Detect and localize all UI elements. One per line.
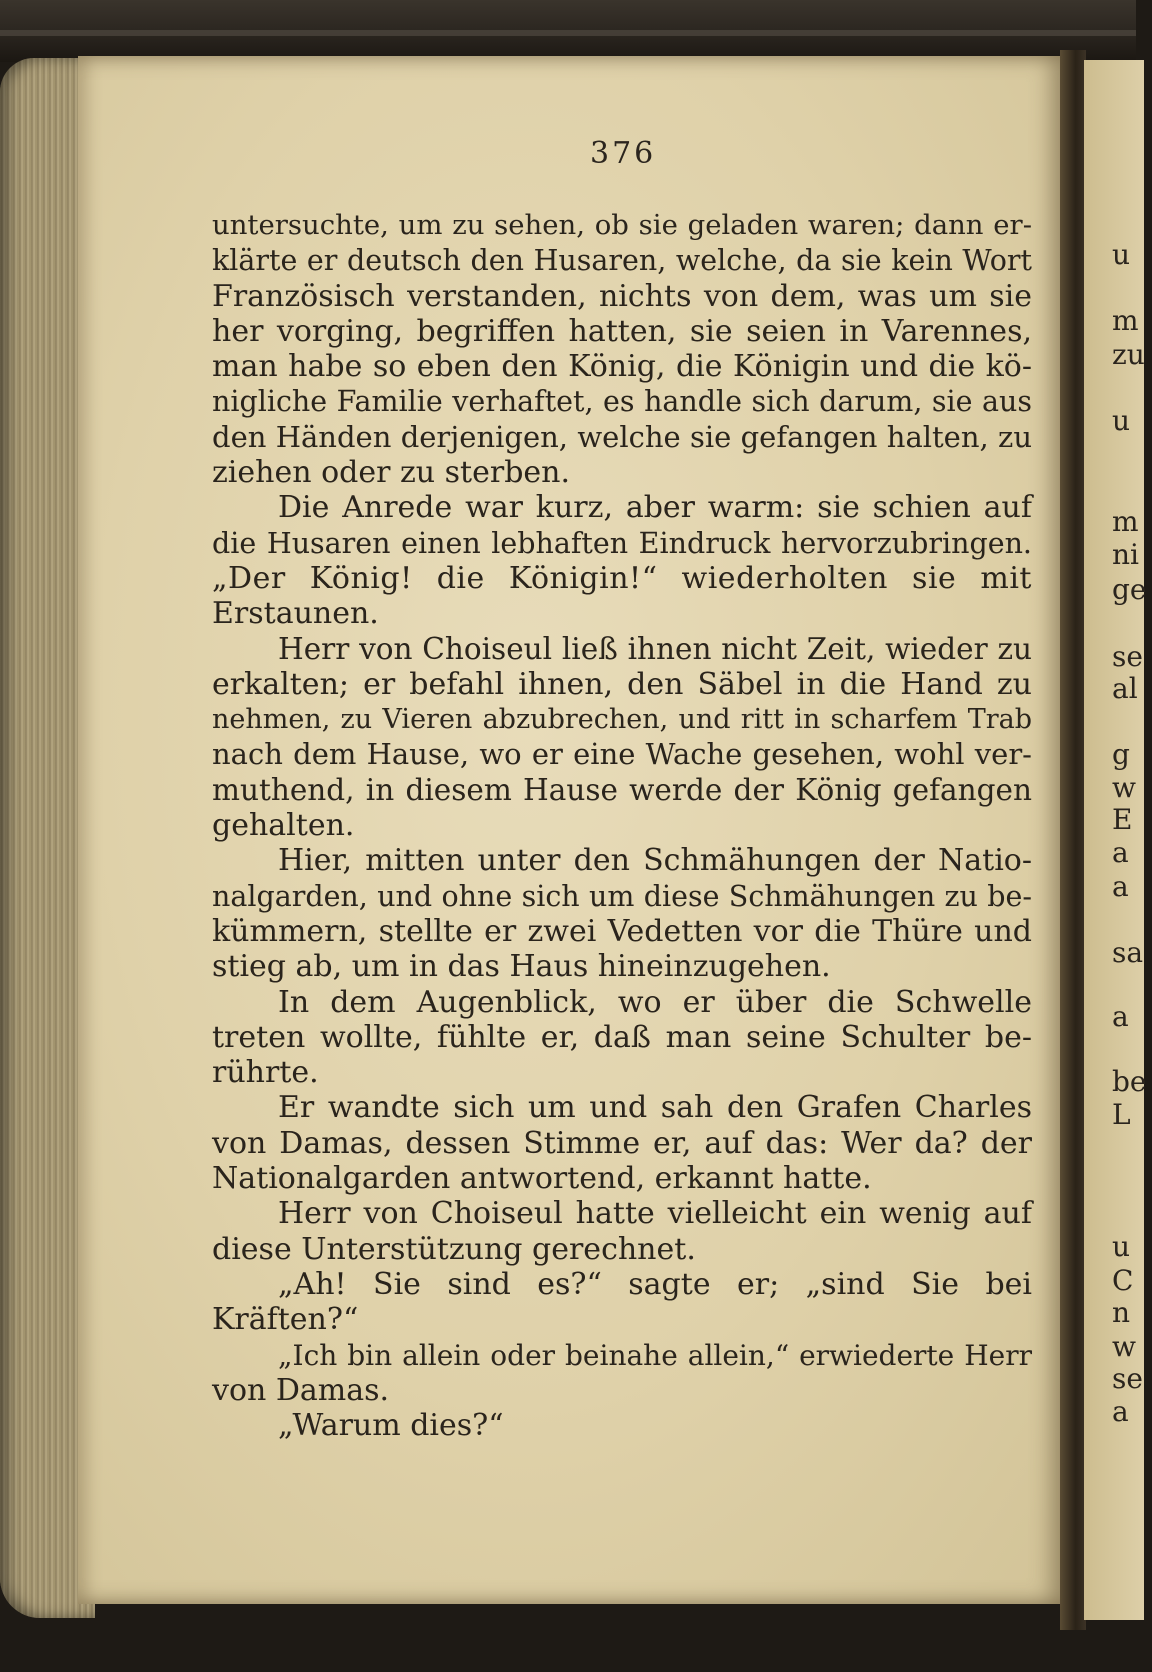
facing-page-fragment: m	[1112, 505, 1139, 538]
text-line: Hier, mitten unter den Schmähungen der Natio-	[278, 843, 1032, 879]
facing-page-fragment: sa	[1112, 936, 1144, 969]
text-line: „Ah! Sie sind es?“ sagte er; „sind Sie bei	[278, 1266, 1032, 1302]
text-line: den Händen derjenigen, welche sie gefangen halten, zu	[212, 419, 1032, 454]
facing-page-fragment: E	[1112, 803, 1133, 836]
text-line: Er wandte sich um und sah den Grafen Charles	[278, 1090, 1032, 1126]
facing-page-fragment: u	[1112, 1230, 1131, 1263]
text-line: ziehen oder zu sterben.	[212, 455, 571, 491]
text-line: „Ich bin allein oder beinahe allein,“ erwiederte Herr	[278, 1338, 1032, 1372]
facing-page-fragment: al	[1112, 672, 1138, 705]
text-line: nach dem Hause, wo er eine Wache gesehen, wohl ver-	[212, 737, 1032, 772]
text-line: Nationalgarden antwortend, erkannt hatte.	[212, 1161, 872, 1197]
text-line: von Damas, dessen Stimme er, auf das: Wer da? der	[212, 1125, 1032, 1161]
facing-page-fragment: se	[1112, 1362, 1143, 1395]
facing-page-fragment: L	[1112, 1098, 1131, 1131]
facing-page-fragment: w	[1112, 771, 1136, 804]
text-line: rührte.	[212, 1055, 319, 1091]
text-line: erkalten; er befahl ihnen, den Säbel in die Hand zu	[212, 666, 1032, 702]
text-line: muthend, in diesem Hause werde der König gefangen	[212, 772, 1032, 807]
text-line: Kräften?“	[212, 1302, 359, 1338]
text-line: kümmern, stellte er zwei Vedetten vor die Thüre und	[212, 913, 1032, 949]
text-line: Herr von Choiseul hatte vielleicht ein wenig auf	[278, 1196, 1032, 1232]
body-text	[212, 208, 1032, 1443]
text-line: diese Unterstützung gerechnet.	[212, 1231, 696, 1267]
facing-page-fragment: a	[1112, 1395, 1129, 1428]
text-line: her vorging, begriffen hatten, sie seien in Varennes,	[212, 313, 1032, 349]
facing-page-fragment: g	[1112, 738, 1130, 771]
facing-page-fragment: zu	[1112, 338, 1145, 371]
book-gutter	[1060, 50, 1086, 1630]
scan-background-top	[0, 0, 1136, 62]
page-number: 376	[590, 136, 657, 171]
text-line: Die Anrede war kurz, aber warm: sie schien auf	[278, 490, 1032, 526]
text-line: „Der König! die Königin!“ wiederholten sie mit	[212, 560, 1032, 596]
facing-page-fragment: ge	[1112, 573, 1147, 606]
facing-page-fragment: a	[1112, 870, 1129, 903]
text-line: nehmen, zu Vieren abzubrechen, und ritt in scharfem Trab	[212, 704, 1032, 736]
facing-page-fragment: a	[1112, 1000, 1129, 1033]
text-line: nigliche Familie verhaftet, es handle sich darum, sie aus	[212, 385, 1032, 419]
facing-page-fragment: a	[1112, 836, 1129, 869]
facing-page-fragment: n	[1112, 1296, 1131, 1329]
facing-page-fragment: be	[1112, 1065, 1147, 1098]
facing-page-fragment: w	[1112, 1330, 1136, 1363]
text-line: man habe so eben den König, die Königin und die kö-	[212, 349, 1032, 385]
text-line: treten wollte, fühlte er, daß man seine Schulter be-	[212, 1019, 1032, 1055]
text-line: Französisch verstanden, nichts von dem, was um sie	[212, 278, 1032, 314]
text-line: die Husaren einen lebhaften Eindruck hervorzubringen.	[212, 526, 1032, 560]
facing-page-fragment: se	[1112, 640, 1143, 673]
text-line: „Warum dies?“	[278, 1408, 504, 1444]
text-line: klärte er deutsch den Husaren, welche, da sie kein Wort	[212, 244, 1032, 278]
facing-page-fragment: C	[1112, 1264, 1134, 1297]
text-line: gehalten.	[212, 808, 355, 844]
facing-page-fragment: u	[1112, 404, 1131, 437]
text-line: Erstaunen.	[212, 596, 379, 632]
text-line: Herr von Choiseul ließ ihnen nicht Zeit, wieder zu	[278, 631, 1032, 666]
facing-page-fragment: m	[1112, 304, 1139, 337]
text-line: stieg ab, um in das Haus hineinzugehen.	[212, 949, 831, 985]
text-line: In dem Augenblick, wo er über die Schwelle	[278, 984, 1032, 1020]
text-line: von Damas.	[212, 1372, 390, 1408]
text-line: nalgarden, und ohne sich um diese Schmähungen zu be-	[212, 879, 1032, 913]
facing-page-fragment: u	[1112, 238, 1131, 271]
text-line: untersuchte, um zu sehen, ob sie geladen waren; dann er-	[212, 209, 1032, 241]
facing-page-fragment: ni	[1112, 538, 1139, 571]
